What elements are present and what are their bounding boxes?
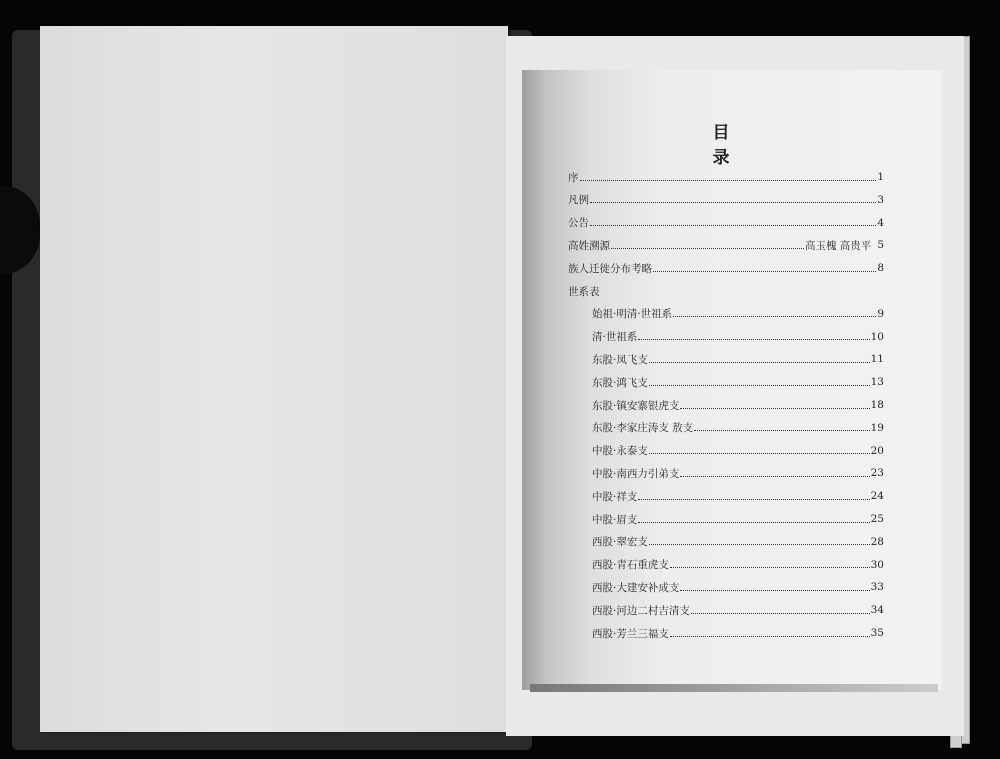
toc-dot-leader: [638, 499, 869, 500]
toc-entry: [592, 535, 884, 549]
toc-dot-leader: [580, 180, 877, 181]
toc-entry-page: 3: [877, 193, 884, 206]
toc-dot-leader: [611, 248, 804, 249]
toc-entry-page: 20: [870, 444, 884, 457]
toc-entry-label: 东股·鸿飞支: [592, 376, 648, 389]
toc-title: 目 录: [712, 123, 748, 168]
toc-dot-leader: [680, 590, 869, 591]
toc-entry-label: 清·世祖系: [592, 331, 638, 344]
toc-entry-page: 18: [870, 399, 884, 411]
toc-entry-page: 10: [870, 330, 884, 343]
toc-entry: [592, 466, 884, 480]
toc-entry: [592, 375, 884, 389]
toc-entry-label: 东股·李家庄涛支 敖支: [592, 422, 694, 435]
toc-entry-page: 13: [870, 376, 884, 389]
toc-dot-leader: [649, 544, 870, 545]
toc-entry: [568, 238, 884, 252]
toc-entry-label: 西股·河边二村吉清支: [592, 604, 690, 617]
toc-entry-page: 35: [870, 627, 884, 639]
toc-entry-page: 25: [870, 513, 884, 525]
toc-entry-author: 高玉槐 高贵平: [804, 239, 872, 252]
toc-entry: [592, 330, 884, 344]
toc-section-heading: 世系表: [568, 286, 600, 298]
toc-entry-label: 西股·翠宏支: [592, 536, 648, 549]
toc-entry: [568, 261, 884, 275]
toc-entry: [592, 398, 884, 412]
toc-entry-label: 凡例: [568, 194, 589, 207]
toc-entry-page: 28: [870, 535, 884, 548]
toc-entry-label: 中股·祥支: [592, 490, 638, 503]
toc-entry-label: 中股·南西力引弟支: [592, 467, 680, 480]
toc-entry-label: 东股·凤飞支: [592, 353, 648, 366]
toc-dot-leader: [694, 430, 869, 431]
toc-entry: [568, 170, 884, 184]
toc-entry-page: 19: [870, 421, 884, 434]
toc-entry-page: 4: [877, 216, 884, 229]
toc-entry-label: 始祖·明清·世祖系: [592, 308, 673, 321]
toc-entry-page: 34: [870, 604, 884, 617]
toc-entry-label: 高姓溯源: [568, 239, 610, 252]
toc-entry-label: 西股·青石重虎支: [592, 559, 669, 572]
toc-entry-page: 1: [877, 171, 884, 183]
toc-dot-leader: [590, 202, 876, 203]
toc-dot-leader: [691, 613, 870, 614]
toc-entry-page: 33: [870, 581, 884, 594]
toc-dot-leader: [590, 225, 876, 226]
toc-dot-leader: [653, 271, 876, 272]
toc-dot-leader: [670, 636, 870, 637]
toc-dot-leader: [670, 567, 870, 568]
toc-dot-leader: [638, 339, 869, 340]
page-bottom-shadow: [530, 684, 938, 692]
toc-entry-page: 9: [877, 307, 884, 320]
toc-entry: [592, 307, 884, 321]
toc-entry: [592, 352, 884, 366]
toc-entry: [592, 580, 884, 594]
toc-entry-label: 中股·眉支: [592, 513, 638, 526]
toc-entry-label: 公告: [568, 217, 589, 230]
toc-entry-page: 8: [877, 262, 884, 275]
left-blank-page: [40, 26, 508, 732]
toc-dot-leader: [680, 408, 869, 409]
toc-dot-leader: [638, 522, 869, 523]
toc-entry-label: 东股·镇安寨银虎支: [592, 399, 680, 412]
toc-dot-leader: [680, 476, 869, 477]
toc-entry: [592, 558, 884, 572]
toc-entry-page: 5: [877, 239, 884, 252]
toc-dot-leader: [649, 453, 870, 454]
toc-entry-label: 族人迁徙分布考略: [568, 262, 652, 275]
toc-dot-leader: [673, 316, 876, 317]
toc-entry-label: 西股·大建安补成支: [592, 581, 680, 594]
toc-entry: [592, 603, 884, 617]
toc-entry: [568, 193, 884, 207]
toc-entry: [592, 626, 884, 640]
toc-entry: [592, 512, 884, 526]
toc-dot-leader: [649, 362, 870, 363]
toc-entry-label: 中股·永泰支: [592, 445, 648, 458]
toc-entry: [592, 444, 884, 458]
toc-entry: [568, 216, 884, 230]
toc-entry-page: 30: [870, 558, 884, 571]
toc-entry-page: 24: [870, 490, 884, 503]
toc-entry-label: 西股·芳兰三福支: [592, 627, 669, 640]
toc-entry: [592, 421, 884, 435]
toc-entry-page: 11: [870, 353, 884, 366]
toc-entry-page: 23: [870, 467, 884, 480]
toc-entry: [592, 489, 884, 503]
toc-entry-label: 序: [568, 171, 579, 184]
toc-dot-leader: [649, 385, 870, 386]
